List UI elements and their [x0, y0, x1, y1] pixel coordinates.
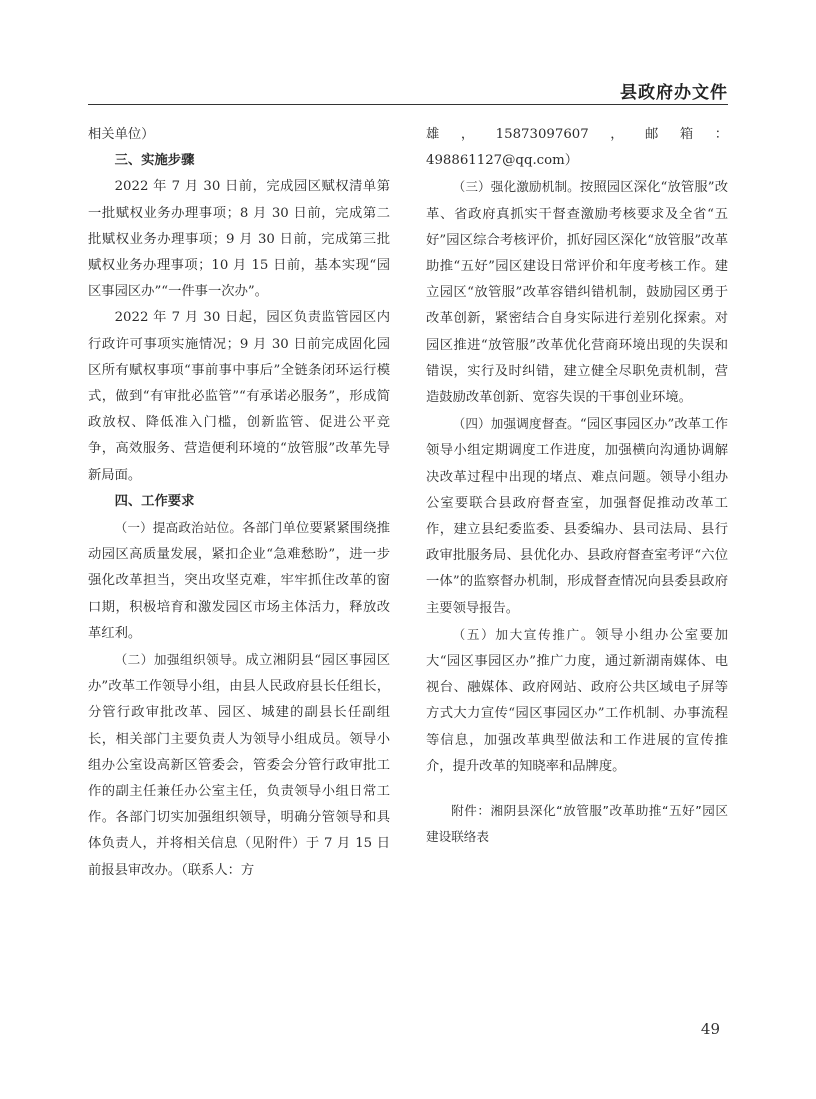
paragraph-requirement-5 [426, 622, 728, 780]
requirement-2-lead: （二）加强组织领导。 [114, 652, 246, 668]
page-number: 49 [700, 1020, 720, 1038]
requirement-2-body: 成立湘阴县“园区事园区办”改革工作领导小组，由县人民政府县长任组长，分管行政审批改革、园区、城建的副县长任副组长，相关部门主要负责人为领导小组成员。领导小组办公室设高新区管委会，管委会分管行政审批工作的副主任兼任办公室主任，负责领导小组日常工作。各部门切实加强组织领导，明确分管领导和具体负责人，并将相关信息（见附件）于 7 月 15 日前报县审改办。（联系人：方 [88, 653, 390, 878]
paragraph-requirement-1 [88, 515, 390, 647]
requirement-3-lead: （三）强化激励机制。 [452, 179, 580, 195]
continuation-paragraph: 相关单位） [88, 127, 155, 142]
paragraph-timeline-2: 2022 年 7 月 30 日起，园区负责监管园区内行政许可事项实施情况；9 月 30 日前完成固化园区所有赋权事项“事前事中事后”全链条闭环运行模式，做到“有审批必监管”“有承诺必服务”，形成简政放权、降低准入门槛，创新监管、促进公平竞争，高效服务、营造便利环境的“放管服”改革先导新局面。 [88, 310, 390, 483]
paragraph-requirement-3 [426, 174, 728, 411]
requirement-5-lead: （五）加大宣传推广。 [452, 626, 596, 642]
section-heading-implementation-steps: 三、实施步骤 [114, 153, 195, 169]
requirement-1-body: 各部门单位要紧紧围绕推动园区高质量发展，紧扣企业“急难愁盼”，进一步强化改革担当，突出攻坚克难，牢牢抓住改革的窗口期，积极培育和激发园区市场主体活力，释放改革红利。 [88, 521, 391, 641]
requirement-1-lead: （一）提高政治站位。 [114, 520, 243, 536]
paragraph-requirement-2 [88, 647, 390, 884]
paragraph-requirement-4 [426, 411, 728, 622]
requirement-3-body: 按照园区深化“放管服”改革、省政府真抓实干督查激励考核要求及全省“五好”园区综合考核评价，抓好园区深化“放管服”改革助推“五好”园区建设日常评价和年度考核工作。建立园区“放管服”改革容错纠错机制，鼓励园区勇于改革创新，紧密结合自身实际进行差别化探索。对园区推进“放管服”改革优化营商环境出现的失误和错误，实行及时纠错，建立健全尽职免责机制，营造鼓励改革创新、宽容失误的干事创业环境。 [426, 180, 729, 406]
attachment-note: 附件：湘阴县深化“放管服”改革助推“五好”园区建设联络表 [426, 803, 728, 845]
contact-continuation: 雄，15873097607，邮箱：498861127@qq.com） [426, 127, 728, 169]
right-column [426, 122, 728, 850]
requirement-5-body: 领导小组办公室要加大“园区事园区办”推广力度，通过新湖南媒体、电视台、融媒体、政府网站、政府公共区域电子屏等方式大力宣传“园区事园区办”工作机制、办事流程等信息，加强改革典型做法和工作进展的宣传推介，提升改革的知晓率和品牌度。 [426, 627, 729, 774]
left-column [88, 122, 390, 884]
paragraph-timeline-1: 2022 年 7 月 30 日前，完成园区赋权清单第一批赋权业务办理事项；8 月 30 日前，完成第二批赋权业务办理事项；9 月 30 日前，完成第三批赋权业务办理事项；10 月 15 日前，基本实现“园区事园区办”“一件事一次办”。 [88, 179, 390, 300]
page-header [88, 76, 728, 105]
requirement-4-lead: （四）加强调度督查。 [452, 416, 580, 432]
requirement-4-body: “园区事园区办”改革工作领导小组定期调度工作进度，加强横向沟通协调解决改革过程中出现的堵点、难点问题。领导小组办公室要联合县政府督查室，加强督促推动改革工作，建立县纪委监委、县委编办、县司法局、县行政审批服务局、县优化办、县政府督查室考评“六位一体”的监察督办机制，形成督查情况向县委县政府主要领导报告。 [426, 417, 729, 616]
header-title: 县政府办文件 [620, 83, 728, 103]
section-heading-work-requirements: 四、工作要求 [114, 493, 195, 509]
